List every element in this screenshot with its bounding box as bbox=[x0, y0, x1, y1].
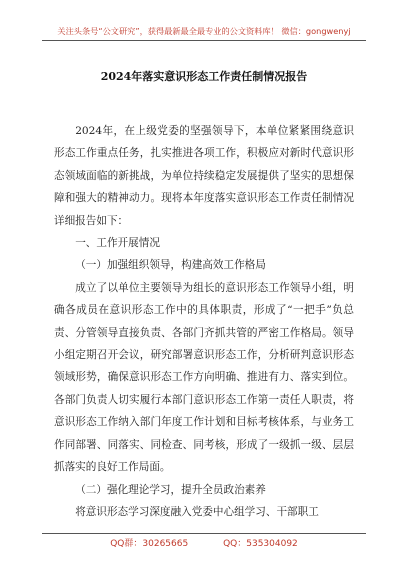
document-body bbox=[54, 120, 354, 523]
header-rule bbox=[42, 40, 366, 41]
section-heading: 一、工作开展情况 bbox=[75, 237, 160, 250]
footer-rule bbox=[42, 533, 366, 534]
footer-qq: QQ：535304092 bbox=[223, 539, 298, 549]
subsection-paragraph-1: 成立了以单位主要领导为组长的意识形态工作领导小组，明确各成员在意识形态工作中的具体职责，形成了“一把手”负总责、分管领导直接负责、各部门齐抓共管的严密工作格局。领导小组定期召开会议，研究部署意识形态工作，分析研判意识形态领域形势，确保意识形态工作方向明确、推进有力、落实到位。各部门负责人切实履行本部门意识形态工作第一责任人职责，将意识形态工作纳入部门年度工作计划和目标考核体系，与业务工作同部署、同落实、同检查、同考核，形成了一级抓一级、层层抓落实的良好工作局面。 bbox=[54, 281, 354, 474]
document-title: 2024年落实意识形态工作责任制情况报告 bbox=[100, 70, 308, 83]
subsection-heading-1: （一）加强组织领导，构建高效工作格局 bbox=[75, 259, 266, 272]
intro-paragraph: 2024年，在上级党委的坚强领导下，本单位紧紧围绕意识形态工作重点任务，扎实推进各项工作，积极应对新时代意识形态领域面临的新挑战，为单位持续稳定发展提供了坚实的思想保障和强大的精神动力。现将本年度落实意识形态工作责任制情况详细报告如下： bbox=[54, 125, 354, 227]
subsection-heading-2: （二）强化理论学习，提升全员政治素养 bbox=[75, 483, 266, 496]
subsection-paragraph-2: 将意识形态学习深度融入党委中心组学习、干部职工 bbox=[75, 505, 319, 518]
footer bbox=[0, 536, 408, 549]
footer-qq-group: QQ群：30265665 bbox=[110, 539, 189, 549]
header-note: 关注头条号“公文研究”，获得最新最全最专业的公文资料库！ 微信：gongwenyj bbox=[57, 26, 351, 36]
